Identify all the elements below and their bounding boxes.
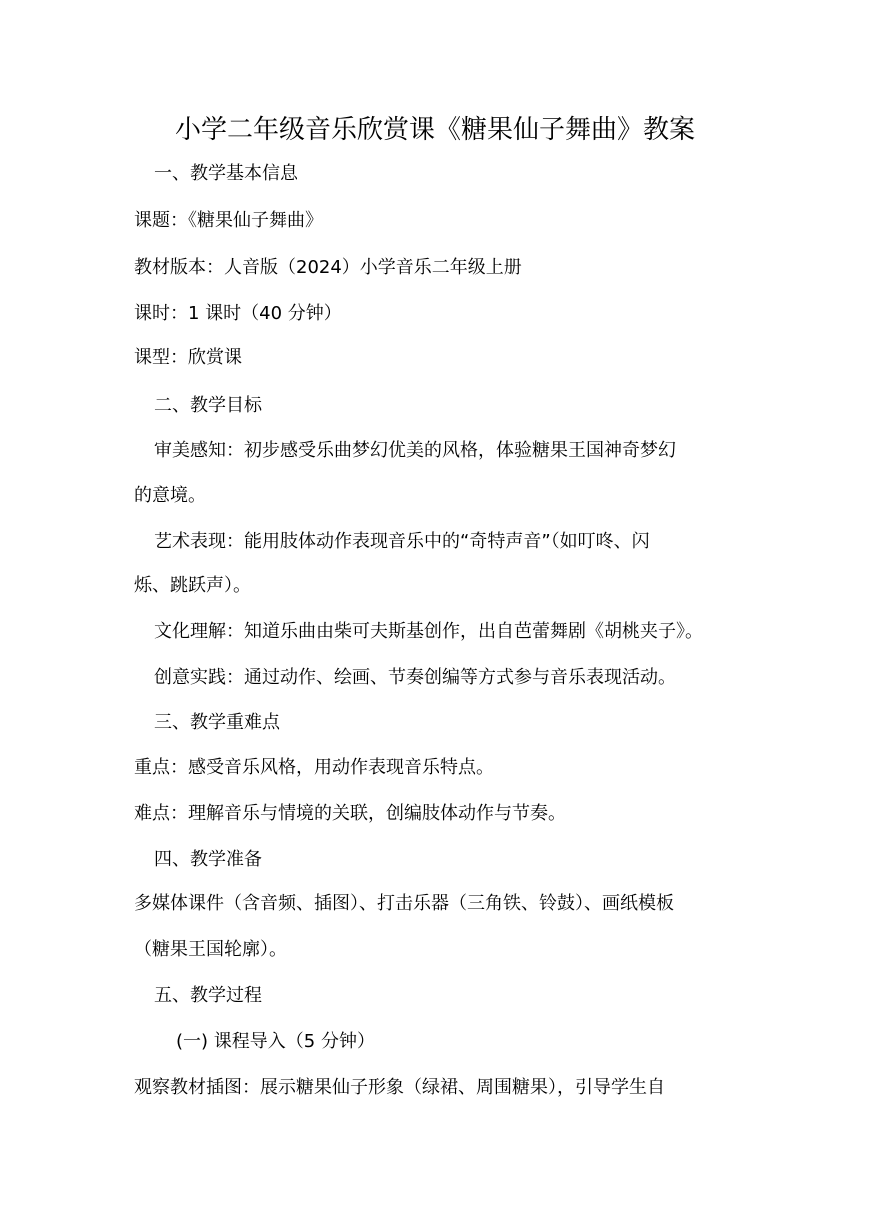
section-heading-preparation: 四、教学准备: [154, 849, 262, 870]
text-line: 课型：欣赏课: [134, 347, 242, 368]
text-line: 教材版本：人音版（2024）小学音乐二年级上册: [134, 257, 522, 278]
text-line: 的意境。: [134, 485, 206, 506]
text-line: 课题：《糖果仙子舞曲》: [134, 210, 323, 231]
text-line: 课时：1 课时（40 分钟）: [134, 303, 342, 324]
section-heading-basic-info: 一、教学基本信息: [154, 163, 298, 184]
text-line: 多媒体课件（含音频、插图）、打击乐器（三角铁、铃鼓）、画纸模板: [134, 893, 674, 914]
text-line: 重点：感受音乐风格，用动作表现音乐特点。: [134, 757, 494, 778]
text-line: （糖果王国轮廓）。: [134, 939, 287, 960]
document-title: 小学二年级音乐欣赏课《糖果仙子舞曲》教案: [174, 115, 695, 145]
text-line: 文化理解：知道乐曲由柴可夫斯基创作，出自芭蕾舞剧《胡桃夹子》。: [154, 621, 703, 642]
text-line: 观察教材插图：展示糖果仙子形象（绿裙、周围糖果），引导学生自: [134, 1077, 665, 1098]
section-heading-process: 五、教学过程: [154, 985, 262, 1006]
subsection-heading-intro: (一) 课程导入（5 分钟）: [176, 1031, 375, 1052]
section-heading-key-points: 三、教学重难点: [154, 712, 280, 733]
text-line: 艺术表现：能用肢体动作表现音乐中的“奇特声音”（如叮咚、闪: [154, 531, 650, 552]
text-line: 难点：理解音乐与情境的关联，创编肢体动作与节奏。: [134, 803, 566, 824]
section-heading-objectives: 二、教学目标: [154, 395, 262, 416]
text-line: 审美感知：初步感受乐曲梦幻优美的风格，体验糖果王国神奇梦幻: [154, 440, 676, 461]
text-line: 创意实践：通过动作、绘画、节奏创编等方式参与音乐表现活动。: [154, 667, 676, 688]
text-line: 烁、跳跃声）。: [134, 575, 251, 596]
